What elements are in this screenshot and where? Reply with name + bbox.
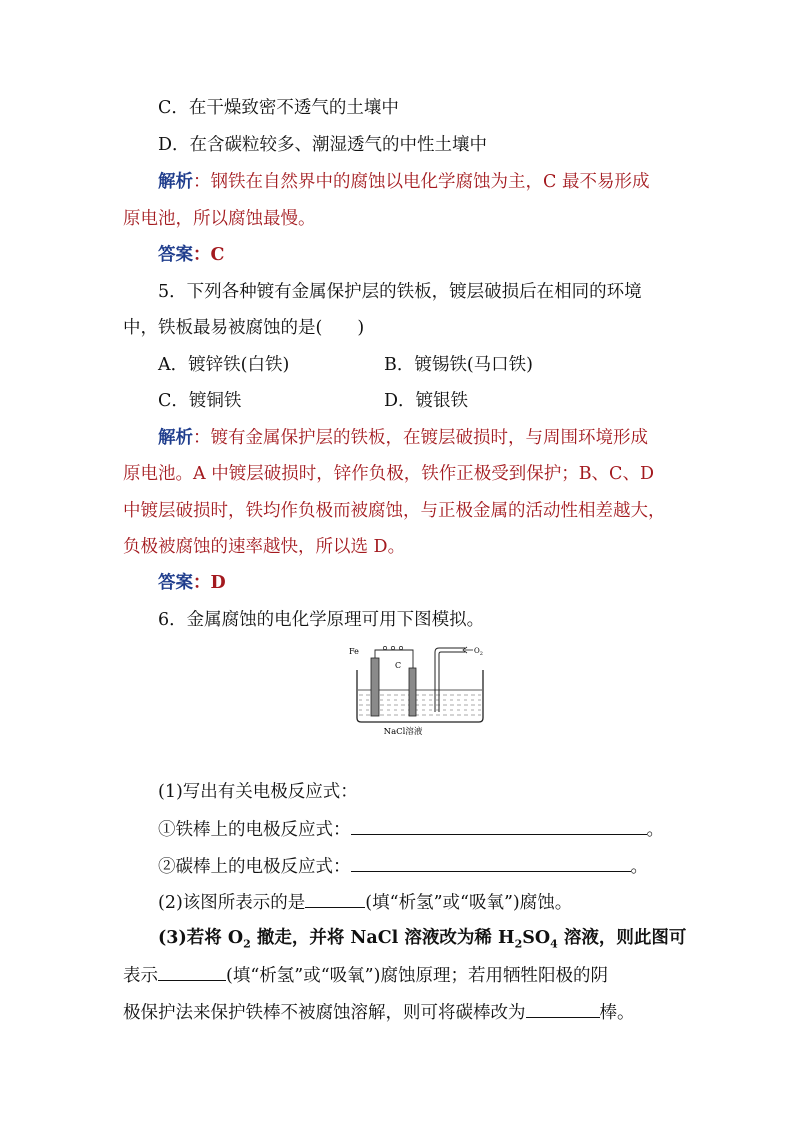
analysis-text: ：钢铁在自然界中的腐蚀以电化学腐蚀为主，C 最不易形成 (193, 172, 650, 192)
q6-part3-line3 (123, 999, 635, 1025)
part3-blank2[interactable] (526, 999, 600, 1018)
part3-text-c: 溶液，则此图可 (557, 928, 687, 948)
q4-option-d: D．在含碳粒较多、潮湿透气的中性土壤中 (158, 135, 488, 155)
analysis-label: 解析 (158, 428, 193, 448)
part3-text-a: (3)若将 O (158, 928, 244, 948)
end-mark: 。 (646, 820, 664, 840)
answer-label: 答案 (158, 245, 193, 265)
part3-text-b: 撤走，并将 NaCl 溶液改为稀 H (250, 928, 515, 948)
q6-part2 (158, 889, 572, 915)
part2-prefix: (2)该图所表示的是 (158, 893, 306, 913)
q4-option-c: C．在干燥致密不透气的土壤中 (158, 98, 399, 118)
q5-answer (158, 571, 226, 595)
end-mark: 。 (630, 857, 648, 877)
answer-value: ：D (193, 573, 226, 593)
part3-sub-a: 2 (243, 937, 251, 951)
analysis-label: 解析 (158, 172, 193, 192)
q5-option-b: B．镀锡铁(马口铁) (384, 355, 534, 375)
q5-analysis-line2: 原电池。A 中镀层破损时，锌作负极，铁作正极受到保护；B、C、D (123, 464, 654, 484)
q5-stem-line2: 中，铁板最易被腐蚀的是( ) (123, 318, 365, 338)
q5-option-a: A．镀锌铁(白铁) (158, 355, 290, 375)
electrochemistry-figure (345, 640, 495, 740)
part3-line2-suffix: (填“析氢”或“吸氧”)腐蚀原理；若用牺牲阳极的阴 (226, 966, 608, 986)
label-c: C (395, 661, 402, 670)
label-o2: $O_2$ (474, 647, 483, 657)
connecting-wire (375, 650, 413, 668)
part2-suffix: (填“析氢”或“吸氧”)腐蚀。 (365, 893, 573, 913)
q6-part1-intro: (1)写出有关电极反应式： (158, 782, 358, 802)
iron-rod (371, 658, 379, 716)
q6-part1-c (158, 853, 648, 879)
q6-part3-line1 (158, 926, 686, 957)
part3-sub-b1: 2 (514, 937, 523, 951)
fe-answer-blank[interactable] (351, 816, 647, 835)
q5-analysis-line1 (158, 426, 648, 450)
label-fe: Fe (349, 647, 359, 656)
fe-prompt: ①铁棒上的电极反应式： (158, 820, 351, 840)
part2-blank[interactable] (305, 889, 365, 908)
part3-sub-b2: 4 (550, 937, 558, 951)
q4-analysis-line2: 原电池，所以腐蚀最慢。 (123, 209, 316, 229)
q5-option-c: C．镀铜铁 (158, 391, 242, 411)
q5-option-d: D．镀银铁 (384, 391, 469, 411)
part3-blank1[interactable] (158, 962, 226, 981)
part3-line3-prefix: 极保护法来保护铁棒不被腐蚀溶解，则可将碳棒改为 (123, 1003, 526, 1023)
c-prompt: ②碳棒上的电极反应式： (158, 857, 351, 877)
q5-analysis-line3: 中镀层破损时，铁均作负极而被腐蚀，与正极金属的活动性相差越大， (123, 501, 666, 521)
q5-stem-line1: 5．下列各种镀有金属保护层的铁板，镀层破损后在相同的环境 (158, 282, 642, 302)
q4-answer (158, 243, 224, 267)
q5-analysis-line4: 负极被腐蚀的速率越快，所以选 D。 (123, 537, 406, 557)
part3-line3-suffix: 棒。 (599, 1003, 635, 1023)
carbon-rod (409, 668, 416, 716)
part3-line2-prefix: 表示 (123, 966, 158, 986)
analysis-text: ：镀有金属保护层的铁板，在镀层破损时，与周围环境形成 (193, 428, 648, 448)
q6-part3-line2 (123, 962, 608, 988)
label-solution: NaCl溶液 (383, 727, 423, 737)
q6-part1-fe (158, 816, 664, 842)
answer-value: ：C (193, 245, 225, 265)
q4-analysis-line1 (158, 170, 649, 194)
answer-label: 答案 (158, 573, 193, 593)
c-answer-blank[interactable] (351, 853, 631, 872)
part3-text-b2: SO (522, 928, 551, 948)
q6-stem: 6．金属腐蚀的电化学原理可用下图模拟。 (158, 610, 485, 630)
